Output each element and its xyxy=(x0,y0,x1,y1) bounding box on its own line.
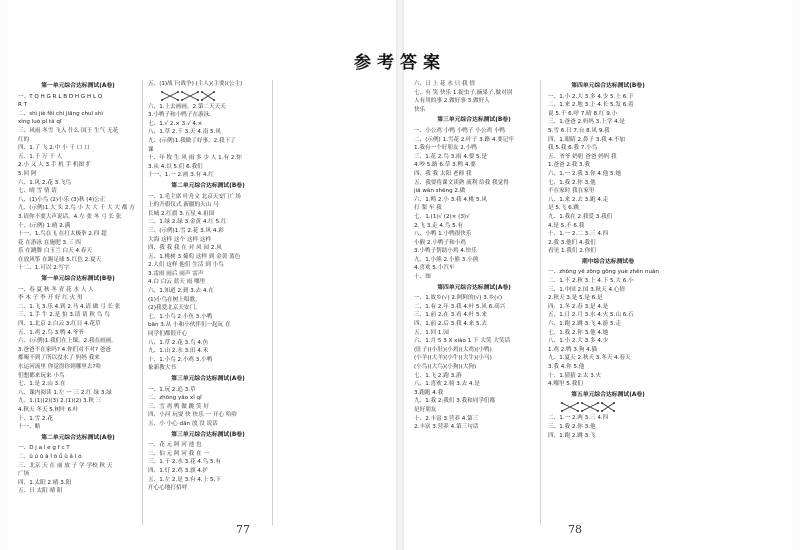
answer-line: 六、1.鸭 2.小 3.我 4.桃 5.风 xyxy=(414,196,487,203)
answer-line: 五、1.鸡 2.鸟 3.鸭 4.爷爷 xyxy=(18,329,84,336)
answer-line: 七、1.飞 2.跑 3.游 xyxy=(414,372,462,379)
answer-line: 4.是 5.不 6.我 xyxy=(548,222,585,229)
section-heading: 第四单元综合达标测试(A卷) xyxy=(437,284,511,291)
answer-line: 四、1.前 2.后 3.我 4.来 5.去 xyxy=(414,321,487,328)
answer-line: 三、1.千 2.水 3.花 4.鸟 5.有 xyxy=(148,459,221,466)
answer-line: 六、(示例)1.我们在上课。2.我在画画。 xyxy=(18,338,117,345)
answer-line: 3.雷雨 雨后 雨声 雷声 xyxy=(148,270,204,277)
answer-line: 一、花 元 阿 河 池 也 xyxy=(148,442,202,449)
answer-line: 六、1.跑 2.跳 3.飞 4.游 5.走 xyxy=(548,321,621,328)
answer-line: 二、1.一 2.两 3.三 4.四 xyxy=(548,415,609,422)
answer-line: 五、小 小心 dān 放 没 说话 xyxy=(148,420,218,427)
answer-line: 二、(示例) 1.雪花 2.叶子 3.路 4.要记牢 xyxy=(414,136,514,143)
answer-line: 四、1.太阳 2.晴 3.阳 xyxy=(18,479,72,486)
answer-line: 1.爸爸 2.我 3.我 xyxy=(548,162,590,169)
answer-line: 3.请你不要大声说话。4.左 张 冬 弓 长 张 xyxy=(18,213,122,220)
answer-line: 上的升旗仪式 新疆的天山 马 xyxy=(148,202,219,209)
answer-line: 八、1.喜欢 2.骑 3.去 4.是 xyxy=(414,381,480,388)
answer-line: 九、1.夏天 2.秋天 3.冬天 4.春天 xyxy=(548,355,631,362)
matching-dot xyxy=(561,410,563,412)
answer-line: 六、1.月 5 3 X xiào 1 下 大笑 大笑话 xyxy=(414,338,511,345)
matching-lines-diagram xyxy=(558,401,618,413)
section-heading: 第二单元综合达标测试(A卷) xyxy=(41,434,115,441)
answer-line: 看见 1.我们 2.你们 xyxy=(548,248,596,255)
column-divider xyxy=(142,80,143,525)
answer-line: 四、1.眼睛 2.鼻子 3.我 4.不加 xyxy=(548,136,626,143)
column-divider xyxy=(540,80,541,525)
section-heading: 第三单元综合达标测试(A卷) xyxy=(171,376,245,382)
answer-line: 开心心地打招呼 xyxy=(148,485,188,492)
answer-line: 5.雪 6.日 7.台 8.风 9.我 xyxy=(548,127,610,134)
section-heading: 第三单元综合达标测试(B卷) xyxy=(437,117,511,124)
answer-line: 十一、1.一 2.画 3.有 4.红 xyxy=(148,172,214,179)
answer-line: 五、我要将课文读熟 流利 给我 我觉得 xyxy=(414,179,509,186)
answer-line: 六、日 上 花 水 只 我 情 xyxy=(414,81,476,87)
page-number-right: 78 xyxy=(568,523,582,536)
answer-line: 2.丰富 3.营养 4.第三句话 xyxy=(414,424,479,431)
answer-line: 4.吵 5.路 6.草 3.鸭 4.要 xyxy=(414,162,476,169)
answer-line: 打 梨 车 我 xyxy=(414,205,442,212)
answer-line: 八、1.草 2.花 3.鸟 4.鱼 xyxy=(148,339,209,346)
answer-line: 一、1.毛主席 叶舟文 北京天安门广场 xyxy=(148,193,241,200)
answer-line: 九、1.我在 2.我爱 3.我们 xyxy=(548,213,613,220)
section-heading: 第二单元综合达标测试(B卷) xyxy=(171,182,245,189)
answer-line: 3.从 4.以 5.们 6.我们 xyxy=(148,163,203,170)
answer-line: 说 5.千 6.呼 7.晴 8.红 9.小 xyxy=(548,110,618,117)
answer-column-2 xyxy=(148,80,268,530)
page-title: 参考答案 xyxy=(354,53,446,73)
answer-line: 4.哪里 5.我们 xyxy=(548,381,583,388)
answer-column-4 xyxy=(548,80,668,530)
answer-line: 四、小河 玩耍 快 快乐 一 开心 哈哈 xyxy=(148,412,237,419)
answer-line: 1.我有一个好朋友 2.小鸭 xyxy=(414,145,477,152)
answer-line: 三、1.我 2.你 3.他 xyxy=(548,423,596,430)
answer-line: 八、(1)小鸟 (2)小乐 (3)秋 (4)公正 xyxy=(18,196,106,203)
section-heading: 第四单元综合达标测试(B卷) xyxy=(571,83,645,89)
section-heading: 第一单元综合达标测试(A卷) xyxy=(41,83,115,89)
answer-line: 十、1.一 2.二 3.三 4.四 xyxy=(548,231,609,238)
answer-line: 四、1.灯 2.鸡 3.旗 4.扩 xyxy=(148,467,209,474)
matching-dot xyxy=(201,99,203,101)
answer-line: 三、(示例)1.雪 2.花 3.风 4.彩 xyxy=(148,227,224,234)
answer-line: 2.秋天 3.是 5.是 6.是 xyxy=(548,295,603,302)
matching-dot xyxy=(197,99,199,101)
answer-line: 一、春 夏 秋 冬 青 花 水 人 人 xyxy=(18,286,94,293)
answer-line: 4.白 白云 蓝天 雨 哪里 xyxy=(148,279,206,286)
answer-line: 3.小鸭子和小鸭子在游泳。 xyxy=(148,112,215,119)
answer-line: 小猴 2.小鸭子和小鸡 xyxy=(414,239,466,246)
answer-line: (2)我爱北京天安门。 xyxy=(148,305,201,312)
answer-line: 在放风筝 在踢足球 5.红色 2.夏天 xyxy=(18,256,102,263)
matching-dot xyxy=(601,402,603,404)
answer-line: 乐 在跳舞 白玉兰 白天 4.春天 xyxy=(18,248,92,255)
matching-dot xyxy=(613,410,615,412)
answer-line: 六、1.风 2.花 3.飞鸟 xyxy=(18,179,72,186)
answer-line: 九、1.山 2.水 3.田 4.禾 xyxy=(148,348,209,355)
answer-line: 三、雪 鸡 鸭 做 跳 笑 好 xyxy=(148,403,210,410)
answer-line: 五、爷爷 奶奶 爸爸 妈妈 我 xyxy=(548,153,617,160)
answer-line: 四、1.跑 2.跳 3.飞 xyxy=(548,432,596,439)
answer-column-1 xyxy=(18,80,138,530)
answer-line: 二、伯 元 阿 河 我 在 一 xyxy=(148,450,210,457)
answer-line: 3.爸爸不在家吗? 4.你们对不对? 爸爸 xyxy=(18,346,111,353)
matching-dot xyxy=(181,91,183,93)
answer-line: 三、1.前 2.在 3.看 4.叶 5.来 xyxy=(414,312,487,319)
answer-line: (小羊)(大羊)(小牛)(大牛)(小马) xyxy=(414,355,492,362)
answer-line: 七、1.(1)√ (2)× (3)√ xyxy=(414,213,470,220)
answer-line: 一、D j a l e g f c T xyxy=(18,445,70,452)
answer-line: 大海 这样 这个 这样 这样 xyxy=(148,236,212,243)
answer-line: 2.人们 这样 他们 生活 到 小鸟 xyxy=(148,262,224,269)
answer-line: 3.跑跑 4.我 xyxy=(414,389,444,396)
answer-line: 十、年 牧 生 风 雨 多 少 人 1.有 2.你 xyxy=(148,155,242,162)
answer-line: 三、1.花 2.鸟 3.雨 4.要 5.是 xyxy=(414,153,487,160)
answer-line: 五、日 太阳 晴 阳 xyxy=(18,488,63,495)
answer-line: (肚子)(小肚)(小鸡)(大鸡)(小鸭) xyxy=(414,346,492,353)
answer-line: 人有用的事 2.做好事 3.做好人 xyxy=(414,98,490,105)
answer-line: 八、1.来 2.去 3.跑 4.走 xyxy=(548,196,609,203)
answer-line: 二、ǔ ú ǔ ǎ ǐ ǒ ǚ ǜ ǎ ǐ ǒ xyxy=(18,453,82,460)
answer-line: 九、1.(1)(2)(3) 2.(1)(2) 3.秋 三 xyxy=(18,398,102,405)
answer-line: 都喝不到了所以没水了 妈妈 我来 xyxy=(18,355,100,362)
answer-line: 六、1.一 2.我 3.你 4.他 5.她 xyxy=(548,170,621,177)
answer-line: 九、(示例)1.我做了好事。2.我下了 xyxy=(148,137,236,144)
answer-line: jiā wǎn shēng 2.做 xyxy=(414,188,466,195)
answer-line: 八、1.草 2.千 3.天 4.南 5.风 xyxy=(148,129,221,136)
answer-line: 二、1.有 2.年 3.我 4.叶 5.风 6.高兴 xyxy=(414,303,506,310)
answer-line: 4.喜欢 5.小汽车 xyxy=(414,265,455,272)
answer-line: 六、1.上去画画。2.第二天天天 xyxy=(148,103,226,110)
answer-line: R T xyxy=(18,102,28,109)
answer-line: 十、1.小鸟 2.小鸡 3.小鸭 xyxy=(148,356,213,363)
answer-line: 三、1.中国 2.国 3.秋天 4.心情 xyxy=(548,286,626,293)
answer-line: 五、(1)战下(战争) (主人)(主要)(公主) xyxy=(148,81,243,87)
answer-line: 五、1.千 万 千 人 xyxy=(18,153,63,160)
matching-dot xyxy=(213,91,215,93)
answer-line: 不在家时 我在家里 xyxy=(548,188,595,195)
answer-line: 二、1.不 2.秋 3.上 4.下 5.大 6.小 xyxy=(548,278,634,285)
answer-line: 是 5.飞 6.跳 xyxy=(548,205,580,212)
matching-dot xyxy=(577,410,579,412)
matching-dot xyxy=(197,91,199,93)
column-divider xyxy=(272,80,273,525)
matching-dot xyxy=(581,410,583,412)
answer-line: 三、1.爸爸 2.妈妈 3.上学 4.是 xyxy=(548,119,626,126)
matching-dot xyxy=(161,91,163,93)
answer-line: 七、1.我 2.你 3.他 xyxy=(548,179,596,186)
answer-line: 同学们都很开心 xyxy=(148,331,188,338)
answer-line: 四、1.了 飞 2.中 小 千 口 口 xyxy=(18,145,90,152)
matching-lines-diagram xyxy=(158,90,218,102)
page-number-left: 77 xyxy=(236,523,250,536)
answer-line: 十二、1.可以 2.写字 xyxy=(18,265,70,272)
answer-line: 一、zhōng yě zōng gōng yuè zhěn nuǎn xyxy=(548,269,659,276)
answer-line: 三、1.手 牛 2.是 怕 3.请 请 秋 鸟 鸟 xyxy=(18,312,110,319)
answer-line: 五、1.回 1.园 xyxy=(414,329,449,336)
matching-dot xyxy=(201,91,203,93)
answer-line: 一、1.小 2.大 3.多 4.少 5.上 6.下 xyxy=(548,93,634,100)
answer-line: 2.飞 3.走 4.鸟 5.有 xyxy=(414,222,464,229)
book-gutter xyxy=(396,0,404,550)
answer-line: 七、1.√ 2.× 3.√ 4.× xyxy=(148,120,203,127)
answer-line: 七、有 笑 快乐 1.捉虫子,摘果子,做对别 xyxy=(414,89,513,96)
answer-line: 四、我 我 太阳 老师 我 xyxy=(414,170,472,177)
answer-line: 八、1.小 2.大 3.多 4.少 xyxy=(548,338,609,345)
answer-line: 七、晴 雪 情 请 xyxy=(18,188,57,195)
answer-line: 课 xyxy=(148,146,154,153)
answer-line: 九、1.我 2.我们 3.我和同学们都 xyxy=(414,398,496,405)
answer-line: 我 5.我 6.我 7.小鸟 xyxy=(548,145,598,152)
answer-line: 长城 2.红旗 3.五星 4.祖国 xyxy=(148,210,215,217)
answer-line: 二、zhōng yǎo xǐ qǐ xyxy=(148,395,202,402)
answer-line: 十、1.雪 2.花 xyxy=(18,415,53,422)
answer-line: 五、1.左 2.是 3.有 4.上 5.下 xyxy=(148,476,221,483)
answer-line: 象新教大书 xyxy=(148,365,176,372)
answer-line: 一、小公鸡 小鸭 小鸭子 小公鸡 小鸭 xyxy=(414,127,506,134)
matching-dot xyxy=(177,91,179,93)
answer-line: 2.我 3.他们 4.我们 xyxy=(548,239,596,246)
answer-line: 是好朋友 xyxy=(414,406,437,413)
answer-line: 二、1.飞 3.乐 4.到 2.马 4.请 做 弓 长 张 xyxy=(18,303,121,310)
answer-line: 水运河流里 你觉得你到哪里去?哈 xyxy=(18,364,102,370)
answer-line: 七、1.我 2.你 3.他 4.她 xyxy=(548,329,609,336)
matching-dot xyxy=(213,99,215,101)
matching-dot xyxy=(597,402,599,404)
matching-dot xyxy=(597,410,599,412)
section-heading: 第三单元综合达标测试(B卷) xyxy=(171,431,245,438)
answer-line: 七、1.小鸟 2.小鱼 3.小鸭 xyxy=(148,313,213,320)
answer-line: 五、1.日 2.月 3.水 4.火 5.山 6.石 xyxy=(548,312,634,319)
answer-line: 八、小鸭 1.小鸭很快乐 xyxy=(414,231,472,238)
answer-line: 李 木 子 李 开 好 红 火 男 xyxy=(18,295,83,302)
answer-line: 2.小 又 人 3.手 机 手 机图 扩 xyxy=(18,162,92,169)
answer-line: 九、(示例)1.大 头 2.鸟 小 大 大 千 大 大 都 方 xyxy=(18,205,135,212)
answer-line: (1)小鸟在树上唱歌。 xyxy=(148,296,201,303)
matching-dot xyxy=(177,99,179,101)
answer-line: 二、shì jiè fěi chí jiāng chuī shì xyxy=(18,110,103,117)
answer-line: (小鸟)(大鸟)(小狗)(大狗) xyxy=(414,364,477,370)
answer-line: 二、1.来 2.地 3.上 4.长 5.发 6.着 xyxy=(548,102,634,109)
answer-line: 十一、略 xyxy=(18,424,41,431)
answer-line: 4.秋天 冬天 5.树叶 6.叶 xyxy=(18,406,79,413)
answer-column-3 xyxy=(414,80,534,530)
matching-dot xyxy=(613,402,615,404)
answer-line: 3.小鸭子帮助小鸡 4.快乐 xyxy=(414,248,477,255)
matching-dot xyxy=(181,99,183,101)
answer-line: 花 在游泳 在施肥 3.三 四 xyxy=(18,239,81,246)
answer-line: 九、1.小熊 2.小熊 3.小熊 xyxy=(414,256,479,263)
answer-line: 六、1.知道 2.到 3.去 4.在 xyxy=(148,288,214,295)
answer-line: 八、课内阅读 1.左 一 三 2.红 绿 3.绿 xyxy=(18,389,112,396)
answer-line: xìng luò pǐ tā qī xyxy=(18,119,62,126)
answer-line: 一、1.故乡(√) 2.阿阿的(√) 3.乡(√) xyxy=(414,295,503,302)
section-heading: 期中综合达标测试卷 xyxy=(581,258,635,265)
answer-line: 红的 xyxy=(18,136,30,143)
answer-line: 十、1.猜猜 2.太 3.火 xyxy=(548,372,602,379)
answer-line: 十、2.丰富 3.营养 4.第三 xyxy=(414,415,479,422)
answer-line: 3.我 4.你 5.他 xyxy=(548,364,585,370)
section-heading: 第五单元综合达标测试(A卷) xyxy=(571,391,645,398)
answer-line: 1.鸡 2.鸭 3.狗 4.猫 xyxy=(548,346,598,353)
answer-line: 四、我 我 我 在 对 风 园 2.风 xyxy=(148,245,222,252)
answer-line: 七、1.是 2.山 3.在 xyxy=(18,381,66,388)
matching-dot xyxy=(561,402,563,404)
answer-line: 四、1.冬 2.春 3.是 4.是 xyxy=(548,303,609,310)
matching-dot xyxy=(161,99,163,101)
answer-line: 三、风雨 冬雪 飞入 什么 国王 生气 无花 xyxy=(18,127,119,134)
section-heading: 第一单元综合达标测试(B卷) xyxy=(41,276,115,283)
answer-line: 广场 xyxy=(18,471,30,478)
answer-line: 十、图 xyxy=(414,274,431,281)
answer-line: 快乐 xyxy=(414,106,426,113)
answer-line: 四、1.北京 2.白云 3.红日 4.花草 xyxy=(18,321,101,328)
answer-line: 十一、1.鸟在飞 在打太极拳 2.四 超 xyxy=(18,231,107,238)
answer-line: 一、T Q H G R L B D H G H L Q xyxy=(18,93,103,100)
answer-line: bān 3.从 小和小伙伴们一起玩 在 xyxy=(148,322,231,329)
matching-dot xyxy=(581,402,583,404)
answer-line: 们想都来玩来 小鸟 xyxy=(18,372,65,379)
answer-line: 5.回 阿 xyxy=(18,170,37,177)
matching-dot xyxy=(577,402,579,404)
answer-line: 三、北京 天 在 丽 放 子 学 学校 秋 天 xyxy=(18,462,113,469)
answer-line: 五、1.桃树 3.葡萄 这样 到 金黄 蓝色 xyxy=(148,253,241,260)
answer-line: 二、1.绿 2.绿 3.金黄 4.红 5.红 xyxy=(148,219,227,226)
answer-line: 一、1.玩 2.追 3.草 xyxy=(148,386,196,393)
matching-dot xyxy=(601,410,603,412)
answer-line: 十、(示例) 1.晴 2.满 xyxy=(18,222,71,229)
